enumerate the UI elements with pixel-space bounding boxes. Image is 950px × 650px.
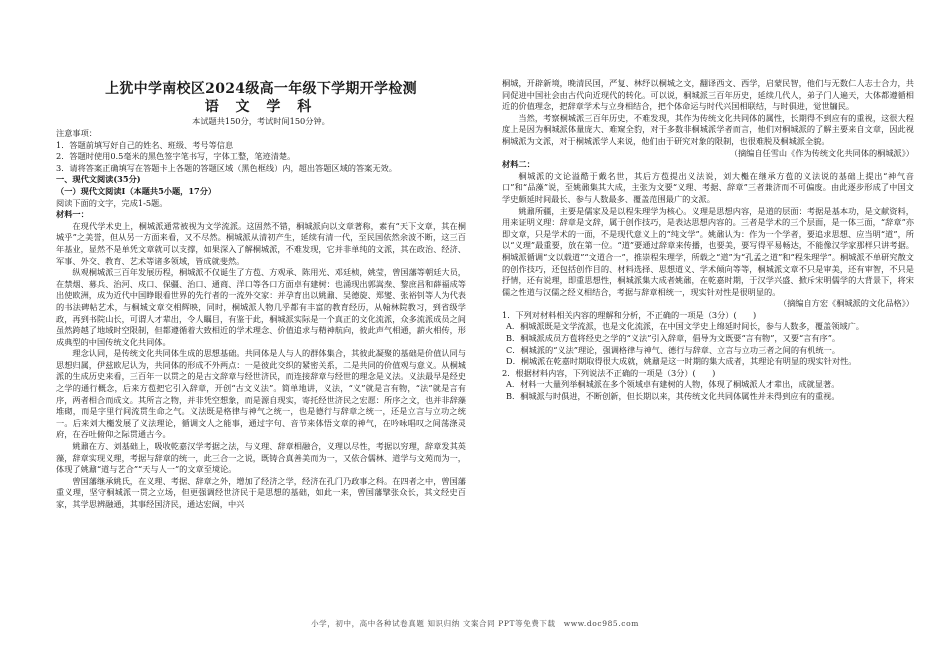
option-a: A．材料一大量列举桐城派在多个领域卓有建树的人物，体现了桐城派人才辈出，成就显著。 — [506, 379, 840, 390]
material-two-label: 材料二： — [502, 159, 535, 170]
paragraph: 曾国藩继承姚氏，在义理、考据、辞章之外，增加了经济之学，经济在孔门乃政事之科。在四者之中，曾国藩重义理，坚守桐城派一贯之立场，但更强调经世济民于是思想的基础，如此一来，曾国藩擘张众长，其文经史百家，其学思辨融通，其事经国济民，通达宏阔，中兴 — [56, 475, 466, 509]
paragraph: 理念认同，是传统文化共同体生成的思想基础。共同体是人与人的群体集合，其彼此凝聚的基础是价值认同与思想归属，伊兹欧尼认为，共同体的形成不外两点：一是彼此交织的紧密关系，二是共同的价值观与意义。从桐城派的生成历史来看，三百年一以贯之的是古文辞章与经世济民，而连接辞章与经世的理念是义法。义法最早是经史之学的通行概念，后来方苞把它引入辞章，开创“古文义法”。简单地讲，义法，“义”就是言有物，“法”就是言有序，两者相合而成文。其所言之物，并非凭空想象，而是源自现实，寄托经世济民之宏愿：所序之文，也并非辞藻堆砌，而是字里行间流贯生命之气。义法既是格律与神气之统一，也是德行与辞章之统一，还是立言与立功之统一。后来刘大櫆发展了义法理论，循调文人之能事，通过字句、音节来体悟文章的神气，在吟咏唱叹之间荡涤灵府，在吞吐俯仰之际贯通古今。 — [56, 348, 466, 440]
paragraph: 桐城派的文论溢酷于戴名世，其后方苞提出义法说，刘大櫆在继承方苞的义法说的基础上提出“神气音口”和“品藻”说，至姚鼐集其大成，主张为文要“义理、考据、辞章”三者兼济而不可偏废。由此逐步形成了中国文学史颇延时间最长、参与人数最多、覆盖范围最广的文派。 — [502, 170, 914, 204]
material-one-source: （摘编自任雪山《作为传统文化共同体的桐城派》） — [729, 147, 914, 158]
paragraph: 纵观桐城派三百年发展历程，桐城派不仅诞生了方苞、方观承、陈用光、邓廷桢，姚莹，曾国藩等朝廷大员，在禁烟、募兵、治河、戍口、保疆、治口、通商、洋口等各口方面卓有建树：也涌现出郭嵩焘、黎庶昌和薛福成等出使欧洲，成为近代中国睁眼看世界的先行者的一流外交家：并孕育出以姚鼐、吴德旋、郑燮、张裕钊等人为代表的书法碑帖艺术，与桐城文章交相辉映，同时，桐城派人物几乎都有丰富的教育经历，从翰林院教习，到省级学政，再到书院山长，可谓人才辈出，令人瞩目，有鉴于此，桐城派实际是一个真正的文化流派，众多流派成员之间虽然跨越了地域时空限制，但都遵循着大致相近的学术理念、价值追求与精神航向，彼此声气相通，薪火相传，形成典型的中国传统文化共同体。 — [56, 267, 466, 347]
paragraph: 在现代学术史上，桐城派通常被视为文学流派。这固然不错，桐城派向以文章著称，素有“天下文章，其在桐城乎”之美誉，但从另一方面来看，又不尽然。桐城派从清初产生，延续有清一代，至民国依然余波不断，这三百年基业，显然不是单凭文章就可以支撑，如果深入了解桐城派，不难发现，它并非单纯的文派，其在政治、经济、军事、外交、教育、艺术等诸多领域，皆成就斐然。 — [56, 220, 466, 266]
reading-instruction: 阅读下面的文字，完成1-5题。 — [56, 197, 168, 208]
section-heading: 一、现代文阅读(35分) — [56, 174, 141, 185]
notice-item: 2．答题时使用0.5毫米的黑色签字笔书写，字体工整，笔迹清楚。 — [56, 151, 296, 162]
title-block — [56, 80, 466, 128]
right-column — [502, 78, 914, 403]
option-b: B．桐城派与时俱进，不断创新，但长期以来，其传统文化共同体属性并未得到应有的重视。 — [506, 391, 840, 402]
notices-heading: 注意事项： — [56, 128, 97, 138]
question-1 — [502, 310, 914, 368]
option-c: C．桐城派的“义法”理论，强调格律与神气、德行与辞章、立言与立功三者之间的有机统一。 — [506, 344, 840, 355]
paragraph: 姚鼐所疆，主要是儒家及是以程朱理学为核心。义理是思想内容，是道的层面：考据是基本功，是文献资料，用来证明义理：辞章是文辞，属于创作技巧，是表达思想内容的。三者是学术的三个层面，是一体三面，“辞章”亦即文章，只是学术的一面，不是现代意义上的“纯文学”。姚鼐认为：作为一个学者，要追求思想、应当明“道”，所以“义理”最重要，放在第一位。“道”要通过辞章来传播，也要美，要写得平易畅达，不能像汉学家那样只讲考据。桐城派循调“文以载道”“文道合一”，推崇程朱理学，所载之“道”为“孔孟之道”和“程朱理学”。桐城派不单研究散文的创作技巧，还包括创作目的、材料选择、思想道义、学术倾向等等，桐城派文章不只是审美，还有审智，不只是抒情，还有说理，即重思想性，桐城派集大成者姚鼐，在乾嘉时期，于汉学兴盛、掀斥宋明儒学的大背景下，将宋儒之性道与汉儒之经义相结合，考据与辞章相统一，现实针对性是很明显的。 — [502, 205, 914, 297]
page-footer: 小学，初中，高中各种试卷真题 知识归纳 文案合同 PPT等免费下载 www.doc985.com — [311, 619, 639, 628]
option-d: D．桐城派在乾嘉时期取得很大成就，姚鼐是这一时期的集大成者，其理论有明显的现实针对性。 — [506, 356, 857, 367]
left-column — [56, 128, 466, 511]
subject-title: 语 文 学 科 — [204, 99, 318, 115]
exam-title: 上犹中学南校区2024级高一年级下学期开学检测 — [105, 81, 417, 97]
material-two-source: （摘编自方宏《桐城派的文化品格》） — [778, 298, 914, 309]
notice-item: 3．请将答案正确填写在答题卡上各题的答题区域（黑色框线）内，超出答题区域的答案无效。 — [56, 162, 397, 173]
question-stem: 1．下列对材料相关内容的理解和分析，不正确的一项是（3分）( ) — [502, 309, 757, 320]
question-stem: 2．根据材料内容，下列说法不正确的一项是（3分）( ) — [502, 367, 716, 378]
notice-item: 1．答题前填写好自己的姓名、班级、考号等信息 — [56, 139, 234, 150]
paragraph: 桐城，开辟新境，晚清民国，严复、林纾以桐城之文，翻译西文、西学，启蒙民智，他们与无数仁人志士合力，共同促进中国社会由古代向近现代的转化。可以说，桐城派三百年历史，延续几代人，弟子门人遍天，大体都遵循相近的价值理念，把辞章学术与立身相结合，把个体命运与时代兴国相联结，与时俱进，觉世牖民。 — [502, 78, 914, 112]
option-b: B．桐城派成员方苞将经史之学的“义法”引入辞章，倡导为文既要“言有物”，又要“言有序”。 — [506, 333, 841, 344]
material-one-label: 材料一： — [56, 209, 89, 220]
option-a: A．桐城派既是文学流派，也是文化流派，在中国文学史上绵延时间长，参与人数多，覆盖领域广。 — [506, 321, 864, 332]
subsection-heading: （一）现代文阅读Ⅰ（本题共5小题，17分） — [56, 185, 217, 196]
paragraph: 姚鼐在方、刘基础上，吸收乾嘉汉学考据之法，与义理、辞章相融合，义理以尽性，考据以穷理，辞章发其英藻，辞章实现义理，考据与辞章的统一，此三合一之说，既铸合真善美而为一，又依合儒林、道学与文苑而为一，体现了姚鼐“道与艺合”“天与人一”的文章至境论。 — [56, 441, 466, 475]
paragraph: 当然，考察桐城派三百年历史，不难发现，其作为传统文化共同体的属性，长期得不到应有的重视，这很大程度上是因为桐城派体量庞大、难窥全豹，对于多数非桐城派学者而言，他们对桐城派的了解主要来自文章，因此视桐城派为文派，对于桐城派学人来说，他们由于研究对象的限制，也很难脱及桐城派全貌。 — [502, 112, 914, 146]
question-2 — [502, 368, 914, 403]
exam-meta: 本试题共150分，考试时间150分钟。 — [192, 116, 330, 126]
